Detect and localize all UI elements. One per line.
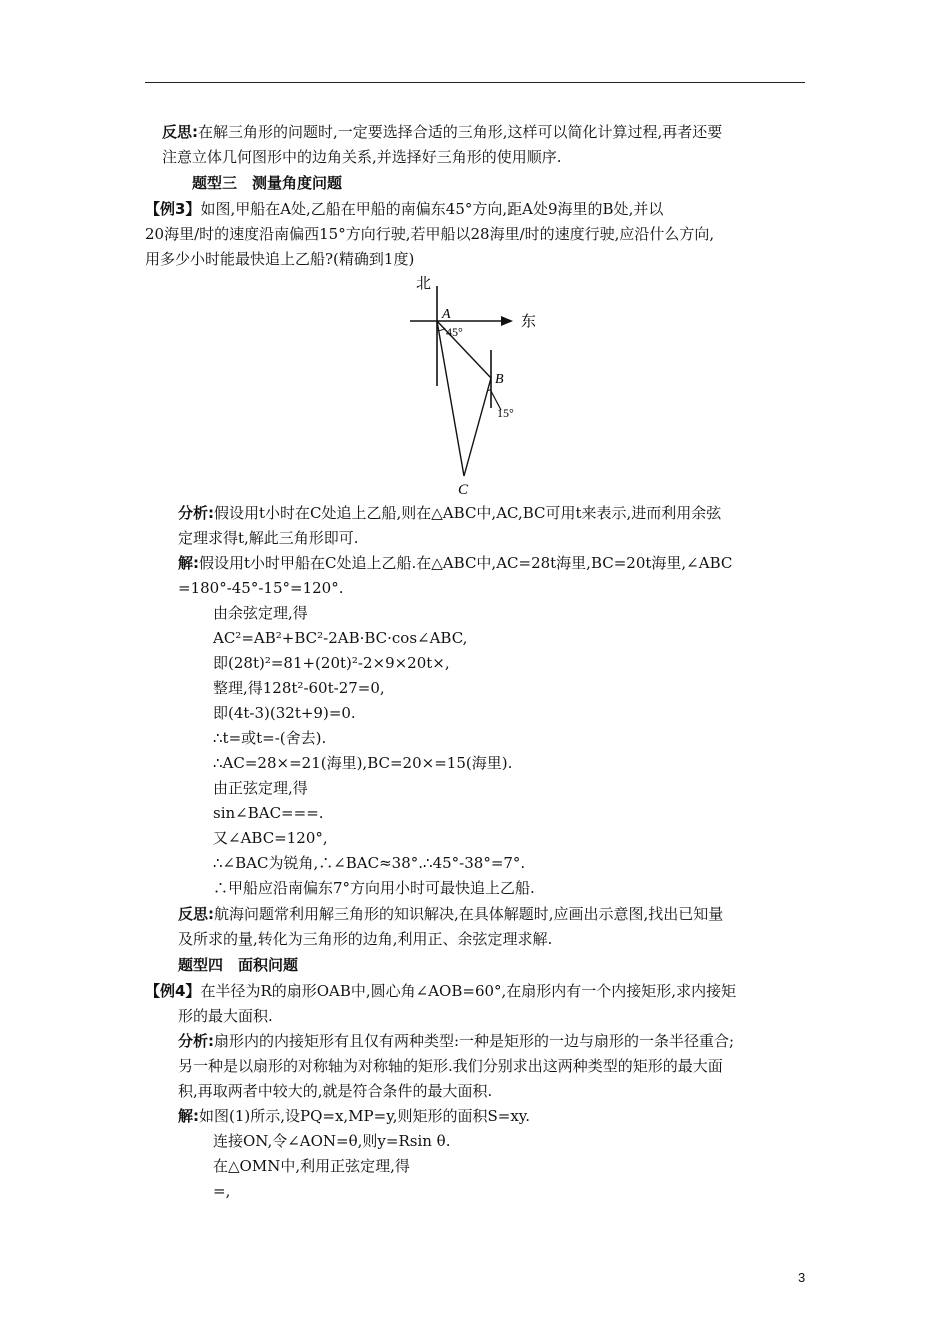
reflection-1-line-2: 注意立体几何图形中的边角关系,并选择好三角形的使用顺序. — [162, 148, 562, 166]
solution-3-step: 又∠ABC=120°, — [213, 829, 328, 847]
angle-45-label: 45° — [446, 325, 463, 339]
example-3-line-1: 【例3】如图,甲船在A处,乙船在甲船的南偏东45°方向,距A处9海里的B处,并以 — [145, 200, 664, 218]
reflection-2-line-2: 及所求的量,转化为三角形的边角,利用正、余弦定理求解. — [178, 930, 553, 948]
east-label: 东 — [521, 314, 537, 330]
reflection-2-line-1: 反思:航海问题常利用解三角形的知识解决,在具体解题时,应画出示意图,找出已知量 — [178, 905, 724, 923]
example-3-line-2: 20海里/时的速度沿南偏西15°方向行驶,若甲船以28海里/时的速度行驶,应沿什么方向, — [145, 225, 715, 243]
navigation-diagram — [400, 268, 560, 500]
header-rule — [145, 82, 805, 83]
example-4-line-2: 形的最大面积. — [178, 1007, 273, 1025]
solution-3-step: sin∠BAC===. — [213, 804, 324, 822]
solution-3-line-2: =180°-45°-15°=120°. — [178, 579, 344, 597]
solution-3-line-1: 解:假设用t小时甲船在C处追上乙船.在△ABC中,AC=28t海里,BC=20t海里,∠ABC — [178, 554, 733, 572]
reflection-1-line-1: 反思:在解三角形的问题时,一定要选择合适的三角形,这样可以简化计算过程,再者还要 — [162, 123, 723, 141]
analysis-4-line-2: 另一种是以扇形的对称轴为对称轴的矩形.我们分别求出这两种类型的矩形的最大面 — [178, 1057, 723, 1075]
solution-4-step: =, — [213, 1182, 231, 1200]
solution-3-step: ∴t=或t=-(舍去). — [213, 729, 327, 747]
example-4-line-1: 【例4】在半径为R的扇形OAB中,圆心角∠AOB=60°,在扇形内有一个内接矩形,求内接矩 — [145, 982, 737, 1000]
solution-3-step: 由余弦定理,得 — [213, 604, 308, 622]
analysis-3-line-1: 分析:假设用t小时在C处追上乙船,则在△ABC中,AC,BC可用t来表示,进而利用余弦 — [178, 504, 722, 522]
section-4-title: 题型四 面积问题 — [178, 956, 299, 974]
analysis-3-line-2: 定理求得t,解此三角形即可. — [178, 529, 359, 547]
east-arrow-icon — [501, 316, 513, 326]
page-number: 3 — [798, 1270, 806, 1285]
solution-3-step: 即(4t-3)(32t+9)=0. — [213, 704, 356, 722]
north-label: 北 — [416, 276, 432, 292]
solution-4-step: 连接ON,令∠AON=θ,则y=Rsin θ. — [213, 1132, 451, 1150]
solution-3-step: ∴甲船应沿南偏东7°方向用小时可最快追上乙船. — [213, 879, 535, 897]
analysis-4-line-3: 积,再取两者中较大的,就是符合条件的最大面积. — [178, 1082, 493, 1100]
example-3-line-3: 用多少小时能最快追上乙船?(精确到1度) — [145, 250, 415, 268]
section-3-title: 题型三 测量角度问题 — [192, 174, 343, 192]
solution-3-step: AC²=AB²+BC²-2AB·BC·cos∠ABC, — [213, 629, 468, 647]
point-a-label: A — [442, 307, 451, 322]
solution-3-step: ∴∠BAC为锐角,∴∠BAC≈38°.∴45°-38°=7°. — [213, 854, 526, 872]
point-c-label: C — [458, 482, 469, 498]
segment-bc — [464, 378, 491, 476]
analysis-4-line-1: 分析:扇形内的内接矩形有且仅有两种类型:一种是矩形的一边与扇形的一条半径重合; — [178, 1032, 735, 1050]
solution-4-step: 在△OMN中,利用正弦定理,得 — [213, 1157, 410, 1175]
solution-3-step: 整理,得128t²-60t-27=0, — [213, 679, 385, 697]
solution-4-line-1: 解:如图(1)所示,设PQ=x,MP=y,则矩形的面积S=xy. — [178, 1107, 531, 1125]
solution-3-step: ∴AC=28×=21(海里),BC=20×=15(海里). — [213, 754, 513, 772]
solution-3-step: 由正弦定理,得 — [213, 779, 308, 797]
solution-3-step: 即(28t)²=81+(20t)²-2×9×20t×, — [213, 654, 450, 672]
point-b-label: B — [495, 372, 504, 387]
angle-15-label: 15° — [497, 406, 514, 420]
